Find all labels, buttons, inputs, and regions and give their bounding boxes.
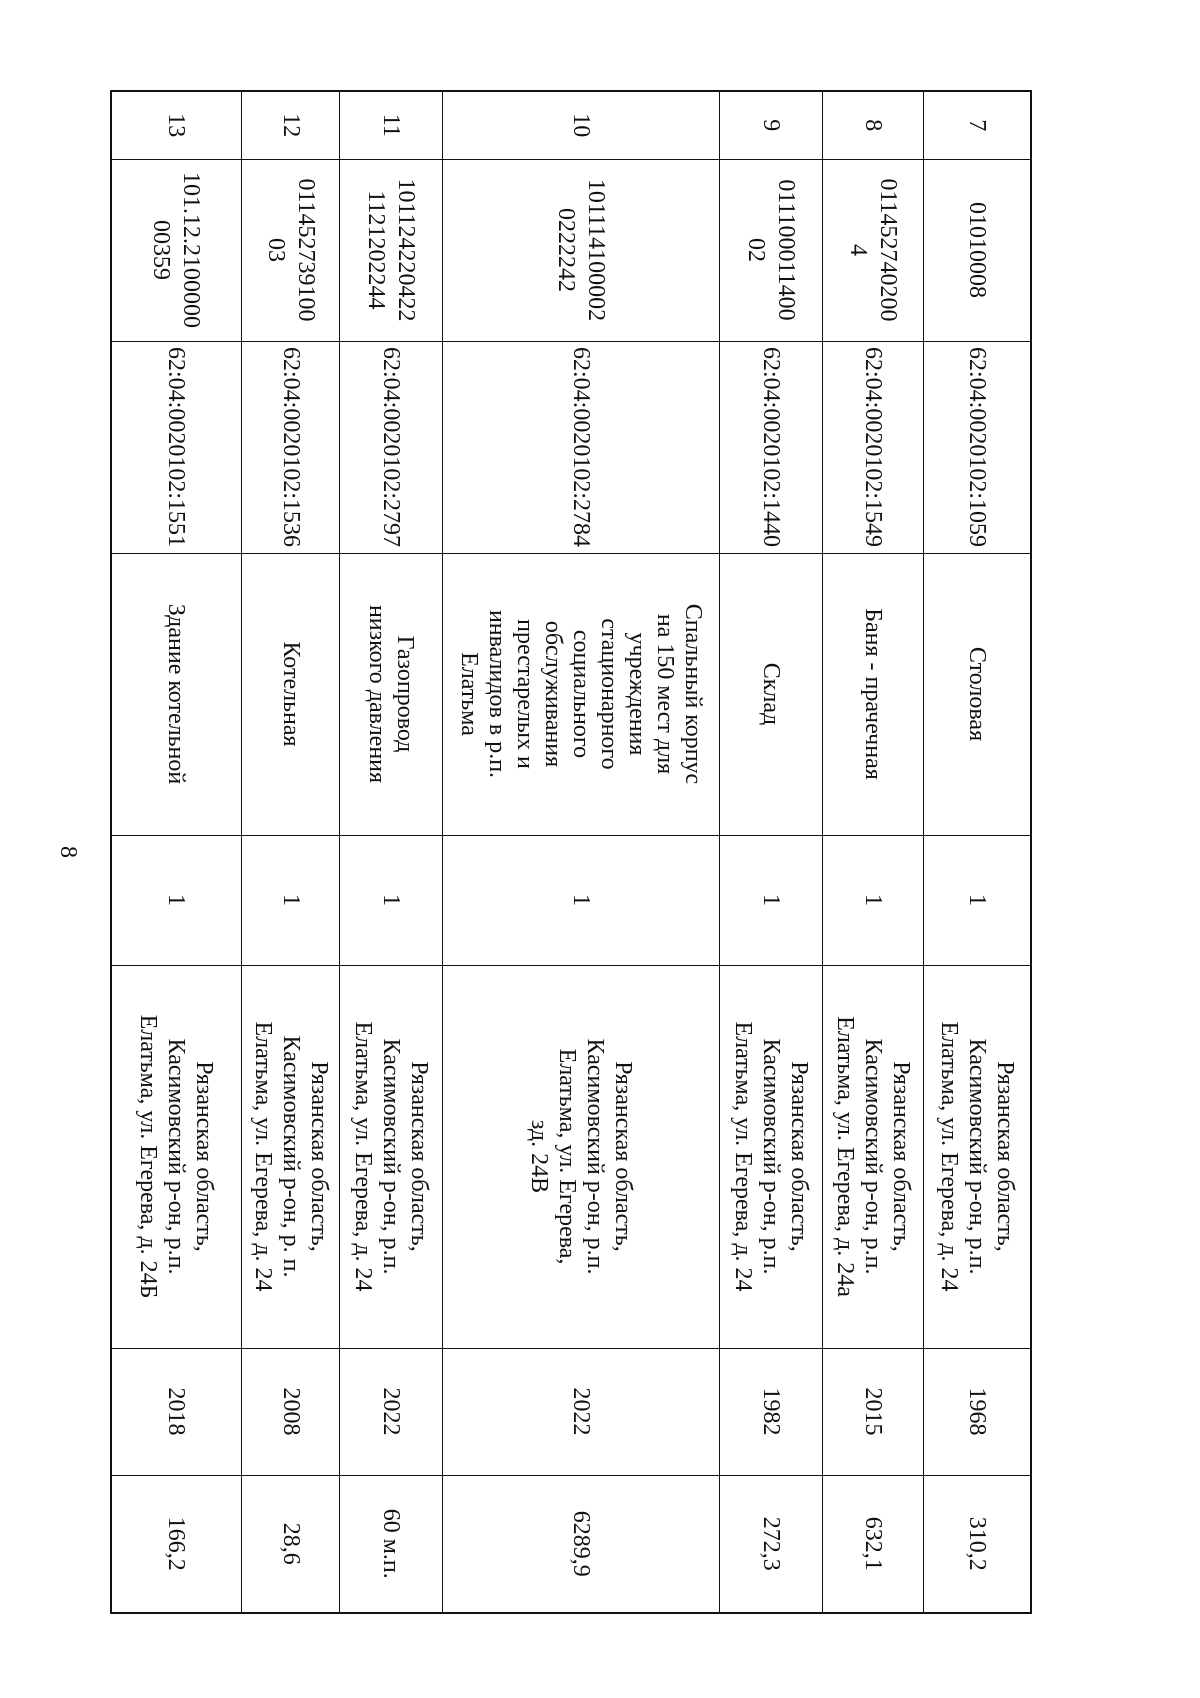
cell-name xyxy=(111,553,241,835)
cell-addr xyxy=(241,965,340,1348)
cell-line: на 150 мест для xyxy=(652,613,679,775)
cell-line: 2022 xyxy=(378,1387,405,1436)
cell-line: 1 xyxy=(568,894,595,906)
cell-value xyxy=(443,1475,720,1613)
cell-value xyxy=(111,1475,241,1613)
cell-line: 101124220422 xyxy=(393,178,420,322)
cell-line: Рязанская область, xyxy=(191,1061,218,1252)
cell-year xyxy=(823,1348,924,1475)
cell-line: Рязанская область, xyxy=(305,1061,332,1252)
cell-addr xyxy=(111,965,241,1348)
cell-line: 62:04:0020102:2797 xyxy=(378,346,405,547)
cell-line: 1 xyxy=(963,894,990,906)
cell-line: Рязанская область, xyxy=(887,1061,914,1252)
cell-line: Рязанская область, xyxy=(991,1061,1018,1252)
cell-qty xyxy=(443,835,720,965)
cell-line: 10 xyxy=(568,113,595,138)
cell-year xyxy=(720,1348,823,1475)
cell-qty xyxy=(111,835,241,965)
cell-line: обслуживания xyxy=(540,620,567,768)
cell-line: 2015 xyxy=(859,1387,886,1436)
cell-inv xyxy=(923,159,1031,341)
table-row xyxy=(823,91,924,1613)
cell-num xyxy=(923,91,1031,159)
cell-line: 1982 xyxy=(758,1387,785,1436)
page-number: 8 xyxy=(55,846,81,858)
cell-line: 62:04:0020102:1536 xyxy=(277,346,304,547)
cell-line: 166,2 xyxy=(163,1516,190,1571)
rotated-table-container xyxy=(110,90,1032,1612)
cell-line: 8 xyxy=(859,119,886,132)
cell-cad xyxy=(443,341,720,553)
cell-line: 00359 xyxy=(148,220,175,280)
cell-name xyxy=(340,553,443,835)
cell-inv xyxy=(823,159,924,341)
cell-value xyxy=(720,1475,823,1613)
cell-line: Газопровод xyxy=(392,635,419,753)
cell-line: Касимовский р-он, р.п. xyxy=(963,1038,990,1275)
cell-line: 2022 xyxy=(568,1387,595,1436)
cell-line: социального xyxy=(568,629,595,759)
cell-line: 101114100002 xyxy=(583,178,610,322)
cell-line: 011452739100 xyxy=(292,178,319,322)
cell-line: 1 xyxy=(163,894,190,906)
cell-line: 62:04:0020102:1551 xyxy=(163,346,190,547)
cell-line: Елатьма, ул. Егерева, xyxy=(554,1048,581,1265)
cell-line: 11 xyxy=(378,113,405,137)
cell-line: 101.12.2100000 xyxy=(178,172,205,328)
cell-line: 2008 xyxy=(277,1387,304,1436)
cell-cad xyxy=(241,341,340,553)
cell-value xyxy=(923,1475,1031,1613)
cell-num xyxy=(720,91,823,159)
table-row xyxy=(340,91,443,1613)
cell-line: Елатьма, ул. Егерева, д. 24Б xyxy=(135,1014,162,1299)
cell-line: 60 м.п. xyxy=(378,1508,405,1579)
cell-line: 0222242 xyxy=(553,208,580,292)
cell-line: Рязанская область, xyxy=(610,1061,637,1252)
cell-line: Касимовский р-он, р.п. xyxy=(582,1038,609,1275)
cell-line: Касимовский р-он, р.п. xyxy=(163,1038,190,1275)
cell-year xyxy=(111,1348,241,1475)
cell-line: инвалидов в р.п. xyxy=(484,609,511,779)
cell-value xyxy=(340,1475,443,1613)
cell-line: Елатьма, ул. Егерева, д. 24 xyxy=(249,1021,276,1292)
cell-line: 7 xyxy=(963,119,990,132)
cell-line: 62:04:0020102:1440 xyxy=(758,346,785,547)
cell-line: престарелых и xyxy=(512,619,539,769)
cell-line: зд. 24В xyxy=(526,1119,553,1194)
cell-line: 62:04:0020102:1549 xyxy=(859,346,886,547)
cell-qty xyxy=(241,835,340,965)
cell-line: Столовая xyxy=(963,646,990,742)
cell-name xyxy=(923,553,1031,835)
cell-cad xyxy=(823,341,924,553)
cell-line: Рязанская область, xyxy=(786,1061,813,1252)
cell-value xyxy=(241,1475,340,1613)
cell-value xyxy=(823,1475,924,1613)
cell-cad xyxy=(340,341,443,553)
cell-name xyxy=(823,553,924,835)
cell-line: Рязанская область, xyxy=(406,1061,433,1252)
table-row xyxy=(720,91,823,1613)
cell-year xyxy=(443,1348,720,1475)
cell-line: 9 xyxy=(758,119,785,132)
cell-qty xyxy=(923,835,1031,965)
cell-line: Касимовский р-он, р.п. xyxy=(758,1038,785,1275)
cell-line: 62:04:0020102:1059 xyxy=(963,346,990,547)
cell-line: низкого давления xyxy=(364,604,391,784)
cell-line: Касимовский р-он, р.п. xyxy=(378,1038,405,1275)
cell-num xyxy=(823,91,924,159)
cell-line: 632,1 xyxy=(859,1516,886,1571)
cell-year xyxy=(241,1348,340,1475)
cell-addr xyxy=(923,965,1031,1348)
cell-line: 1 xyxy=(758,894,785,906)
cell-line: 4 xyxy=(844,244,871,256)
cell-line: учреждения xyxy=(624,632,651,756)
cell-line: Касимовский р-он, р.п. xyxy=(859,1038,886,1275)
cell-line: Склад xyxy=(758,662,785,726)
cell-line: Елатьма xyxy=(456,652,483,736)
cell-line: 272,3 xyxy=(758,1516,785,1571)
cell-inv xyxy=(111,159,241,341)
cell-line: 1 xyxy=(378,894,405,906)
cell-line: Здание котельной xyxy=(163,603,190,785)
cell-num xyxy=(111,91,241,159)
cell-line: 1 xyxy=(277,894,304,906)
cell-line: 1121202244 xyxy=(363,190,390,310)
cell-line: Елатьма, ул. Егерева, д. 24а xyxy=(831,1016,858,1297)
cell-line: Баня - прачечная xyxy=(859,608,886,780)
cell-cad xyxy=(111,341,241,553)
cell-year xyxy=(340,1348,443,1475)
cell-line: 2018 xyxy=(163,1387,190,1436)
cell-qty xyxy=(720,835,823,965)
cell-name xyxy=(443,553,720,835)
cell-line: 62:04:0020102:2784 xyxy=(568,346,595,547)
cell-line: 1968 xyxy=(963,1387,990,1436)
cell-line: 12 xyxy=(277,113,304,138)
table-row xyxy=(111,91,241,1613)
cell-addr xyxy=(340,965,443,1348)
cell-line: 011100011400 xyxy=(773,179,800,321)
cell-addr xyxy=(823,965,924,1348)
cell-cad xyxy=(720,341,823,553)
cell-inv xyxy=(340,159,443,341)
cell-line: 01010008 xyxy=(963,202,990,298)
cell-cad xyxy=(923,341,1031,553)
cell-inv xyxy=(241,159,340,341)
property-table xyxy=(110,90,1032,1614)
cell-line: стационарного xyxy=(596,618,623,770)
cell-line: Спальный корпус xyxy=(680,603,707,785)
cell-inv xyxy=(720,159,823,341)
cell-num xyxy=(241,91,340,159)
cell-line: 1 xyxy=(859,894,886,906)
cell-line: Котельная xyxy=(277,641,304,747)
cell-line: 310,2 xyxy=(963,1516,990,1571)
cell-line: 03 xyxy=(262,238,289,262)
cell-year xyxy=(923,1348,1031,1475)
cell-line: 02 xyxy=(743,238,770,262)
table-row xyxy=(443,91,720,1613)
table-row xyxy=(241,91,340,1613)
cell-line: Касимовский р-он, р. п. xyxy=(277,1035,304,1278)
cell-line: Елатьма, ул. Егерева, д. 24 xyxy=(730,1021,757,1292)
table-row xyxy=(923,91,1031,1613)
cell-name xyxy=(241,553,340,835)
cell-qty xyxy=(823,835,924,965)
cell-addr xyxy=(443,965,720,1348)
cell-line: 011452740200 xyxy=(874,178,901,322)
cell-qty xyxy=(340,835,443,965)
cell-line: 28,6 xyxy=(277,1522,304,1565)
cell-line: 13 xyxy=(163,113,190,138)
cell-line: Елатьма, ул. Егерева, д. 24 xyxy=(935,1021,962,1292)
cell-line: 6289,9 xyxy=(568,1510,595,1577)
cell-num xyxy=(443,91,720,159)
cell-inv xyxy=(443,159,720,341)
cell-name xyxy=(720,553,823,835)
cell-line: Елатьма, ул. Егерева, д. 24 xyxy=(350,1021,377,1292)
cell-addr xyxy=(720,965,823,1348)
cell-num xyxy=(340,91,443,159)
